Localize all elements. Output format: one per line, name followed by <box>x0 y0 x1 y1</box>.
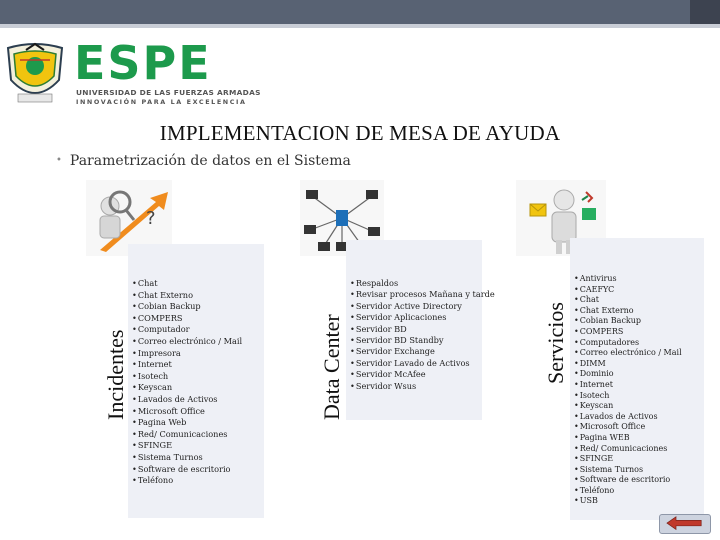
list-item: • Pagina WEB <box>574 433 682 444</box>
list-item: • Servidor Wsus <box>350 381 495 392</box>
incidentes-list <box>132 278 242 487</box>
list-item: • Chat Externo <box>574 306 682 317</box>
list-item: • Servidor Active Directory <box>350 301 495 312</box>
list-item: • Software de escritorio <box>574 475 682 486</box>
list-item: • Teléfono <box>132 475 242 487</box>
list-item: • Servidor BD <box>350 324 495 335</box>
list-item: • Cobian Backup <box>132 301 242 313</box>
list-item: • SFINGE <box>574 454 682 465</box>
back-arrow-icon <box>660 515 710 533</box>
logo-wordmark: ESPE <box>74 36 212 90</box>
list-item: • Microsoft Office <box>132 406 242 418</box>
list-item: • CAEFYC <box>574 285 682 296</box>
list-item: • Keyscan <box>132 382 242 394</box>
svg-text:?: ? <box>146 208 156 229</box>
slide-title: IMPLEMENTACION DE MESA DE AYUDA <box>159 121 561 145</box>
list-item: • Servidor Aplicaciones <box>350 312 495 323</box>
list-item: • SFINGE <box>132 440 242 452</box>
top-bar <box>0 0 720 24</box>
list-item: • Isotech <box>574 391 682 402</box>
list-item: • COMPERS <box>132 313 242 325</box>
list-item: • Sistema Turnos <box>574 465 682 476</box>
list-item: • Pagina Web <box>132 417 242 429</box>
list-item: • Chat <box>574 295 682 306</box>
logo-university-line: UNIVERSIDAD DE LAS FUERZAS ARMADAS <box>76 88 261 97</box>
university-seal-icon <box>4 40 66 106</box>
list-item: • Respaldos <box>350 278 495 289</box>
list-item: • Teléfono <box>574 486 682 497</box>
list-item: • Servidor Exchange <box>350 346 495 357</box>
top-divider <box>0 24 720 28</box>
list-item: • Dominio <box>574 369 682 380</box>
list-item: • Chat <box>132 278 242 290</box>
data-center-list <box>350 278 495 392</box>
slide-bullet: • Parametrización de datos en el Sistema <box>56 153 351 169</box>
list-item: • COMPERS <box>574 327 682 338</box>
list-item: • Servidor Lavado de Activos <box>350 358 495 369</box>
list-item: • Microsoft Office <box>574 422 682 433</box>
data-center-label: Data Center <box>319 314 344 420</box>
list-item: • Computador <box>132 324 242 336</box>
list-item: • Cobian Backup <box>574 316 682 327</box>
list-item: • Revisar procesos Mañana y tarde <box>350 289 495 300</box>
list-item: • USB <box>574 496 682 507</box>
list-item: • Internet <box>132 359 242 371</box>
list-item: • Chat Externo <box>132 290 242 302</box>
incidentes-label: Incidentes <box>103 329 128 420</box>
list-item: • Software de escritorio <box>132 464 242 476</box>
list-item: • Internet <box>574 380 682 391</box>
servicios-list <box>574 274 682 507</box>
list-item: • Computadores <box>574 338 682 349</box>
list-item: • Correo electrónico / Mail <box>132 336 242 348</box>
top-bar-end-block <box>690 0 720 24</box>
list-item: • Red/ Comunicaciones <box>132 429 242 441</box>
list-item: • Isotech <box>132 371 242 383</box>
list-item: • Servidor McAfee <box>350 369 495 380</box>
logo-motto-line: INNOVACIÓN PARA LA EXCELENCIA <box>76 98 247 106</box>
espe-logo <box>4 36 261 108</box>
list-item: • Servidor BD Standby <box>350 335 495 346</box>
slide-bullet-text: Parametrización de datos en el Sistema <box>69 153 351 169</box>
servicios-label: Servicios <box>543 302 568 384</box>
back-button[interactable] <box>659 514 711 534</box>
list-item: • Lavados de Activos <box>132 394 242 406</box>
list-item: • Red/ Comunicaciones <box>574 444 682 455</box>
list-item: • DIMM <box>574 359 682 370</box>
list-item: • Correo electrónico / Mail <box>574 348 682 359</box>
list-item: • Sistema Turnos <box>132 452 242 464</box>
list-item: • Antivirus <box>574 274 682 285</box>
list-item: • Impresora <box>132 348 242 360</box>
list-item: • Keyscan <box>574 401 682 412</box>
list-item: • Lavados de Activos <box>574 412 682 423</box>
